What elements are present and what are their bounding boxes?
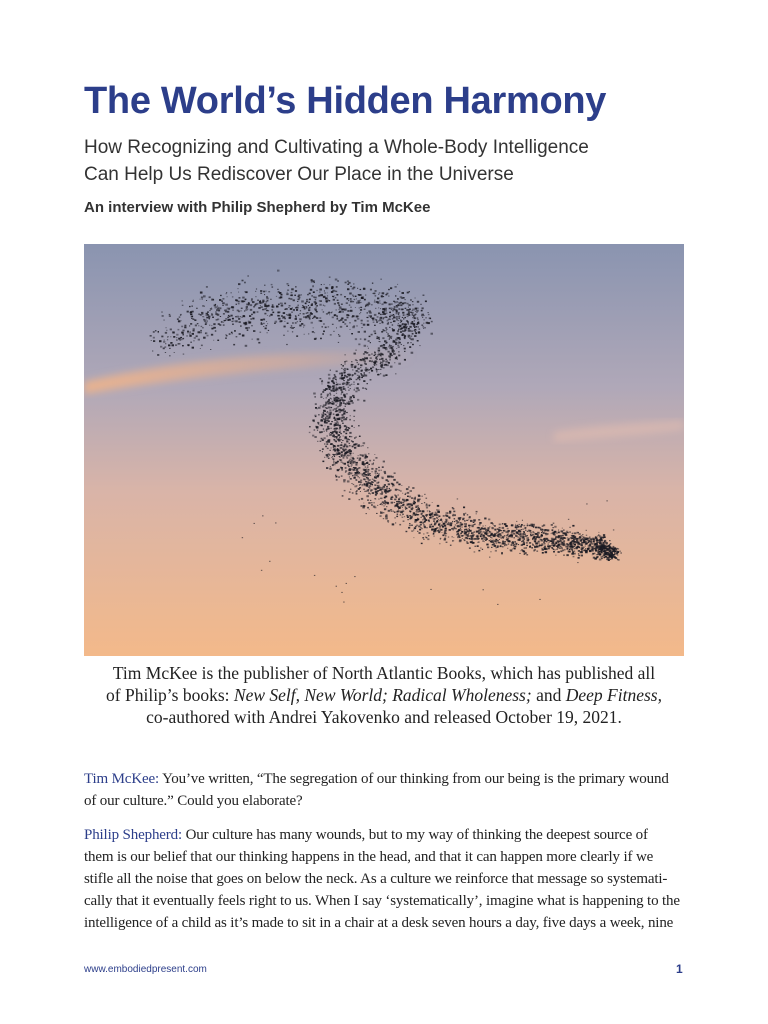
interview-paragraph bbox=[84, 824, 684, 934]
speaker-name: Tim McKee: bbox=[84, 771, 160, 787]
paragraph-text: You’ve written, “The segregation of our thinking from our being is the primary wound bbox=[159, 771, 669, 787]
caption-text: and bbox=[531, 685, 566, 705]
page-number: 1 bbox=[676, 962, 683, 976]
footer-url[interactable]: www.embodiedpresent.com bbox=[84, 964, 207, 975]
book-title: Deep Fitness, bbox=[565, 685, 662, 705]
subtitle bbox=[84, 134, 684, 188]
subtitle-line: Can Help Us Rediscover Our Place in the Universe bbox=[84, 164, 514, 185]
caption-line bbox=[84, 684, 684, 706]
book-title: New Self, New World; Radical Wholeness; bbox=[233, 685, 532, 705]
paragraph-line: of our culture.” Could you elaborate? bbox=[84, 793, 303, 809]
caption-line: co-authored with Andrei Yakovenko and released October 19, 2021. bbox=[146, 707, 622, 727]
byline: An interview with Philip Shepherd by Tim McKee bbox=[84, 199, 431, 216]
paragraph-line: them is our belief that our thinking happens in the head, and that it can happen more clearly if we bbox=[84, 849, 654, 865]
paragraph-text: Our culture has many wounds, but to my way of thinking the deepest source of bbox=[182, 827, 648, 843]
paragraph-line bbox=[84, 768, 684, 790]
photo-caption bbox=[84, 662, 684, 728]
starling-murmuration-photo bbox=[84, 244, 684, 656]
caption-line: Tim McKee is the publisher of North Atlantic Books, which has published all bbox=[112, 663, 656, 683]
paragraph-line bbox=[84, 824, 684, 846]
interview-body bbox=[84, 768, 684, 946]
caption-text: of Philip’s books: bbox=[106, 685, 234, 705]
paragraph-line: cally that it eventually feels right to us. When I say ‘systematically’, imagine what is happening to the bbox=[84, 893, 680, 909]
speaker-name: Philip Shepherd: bbox=[84, 827, 183, 843]
paragraph-line: stifle all the noise that goes on below the neck. As a culture we reinforce that message so systemati- bbox=[84, 871, 668, 887]
page-title: The World’s Hidden Harmony bbox=[84, 80, 607, 122]
sky-image bbox=[84, 244, 684, 656]
paragraph-line: intelligence of a child as it’s made to sit in a chair at a desk seven hours a day, five days a week, nine bbox=[84, 915, 674, 931]
subtitle-line: How Recognizing and Cultivating a Whole-Body Intelligence bbox=[84, 137, 589, 158]
interview-paragraph bbox=[84, 768, 684, 812]
